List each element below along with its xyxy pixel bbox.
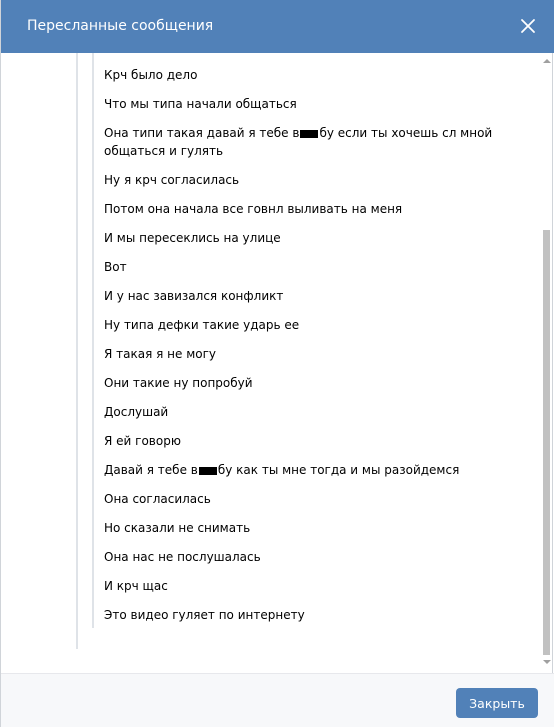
scroll-up-arrow-icon[interactable]: [543, 59, 551, 63]
message-text: [104, 577, 504, 595]
message-fragment: бу если ты хочешь сл мной общаться и гулять: [104, 126, 493, 158]
message-fragment: Давай я тебе в: [104, 463, 198, 477]
modal-body: [1, 53, 554, 673]
message-text: [104, 287, 504, 305]
message-text: [104, 171, 504, 189]
message-text: [104, 432, 504, 450]
message-fragment: Но сказали не снимать: [104, 521, 251, 535]
message-fragment: Она согласилась: [104, 492, 211, 506]
message-fragment: Вот: [104, 260, 127, 274]
message-text: [104, 95, 504, 113]
message-fragment: бу как ты мне тогда и мы разойдемся: [217, 463, 460, 477]
message-text: [104, 316, 504, 334]
message-text: [104, 606, 504, 624]
message-text: [104, 124, 504, 160]
message-fragment: И мы пересеклись на улице: [104, 231, 281, 245]
modal-header: [1, 0, 554, 53]
message-list: [104, 66, 504, 635]
message-text: [104, 548, 504, 566]
message-fragment: Ну типа дефки такие ударь ее: [104, 318, 300, 332]
close-button[interactable]: Закрыть: [456, 688, 538, 718]
message-text: [104, 461, 504, 479]
message-text: [104, 374, 504, 392]
message-text: [104, 490, 504, 508]
message-fragment: Что мы типа начали общаться: [104, 97, 297, 111]
message-fragment: Ну я крч согласилась: [104, 173, 240, 187]
scrollbar-thumb[interactable]: [543, 230, 550, 655]
message-text: [104, 403, 504, 421]
message-text: [104, 519, 504, 537]
message-fragment: И крч щас: [104, 579, 168, 593]
thread-line-inner: [92, 53, 94, 628]
message-fragment: Она типи такая давай я тебе в: [104, 126, 300, 140]
message-fragment: И у нас завизался конфликт: [104, 289, 284, 303]
message-fragment: Это видео гуляет по интернету: [104, 608, 305, 622]
message-fragment: Она нас не послушалась: [104, 550, 261, 564]
message-text: [104, 345, 504, 363]
scrollbar[interactable]: [542, 53, 551, 673]
thread-line-outer: [76, 53, 78, 649]
message-text: [104, 66, 504, 84]
close-icon[interactable]: [518, 16, 538, 36]
modal-title: Пересланные сообщения: [27, 18, 214, 34]
message-fragment: Они такие ну попробуй: [104, 376, 253, 390]
message-fragment: Потом она начала все говнл выливать на меня: [104, 202, 403, 216]
message-fragment: Я такая я не могу: [104, 347, 217, 361]
message-text: [104, 258, 504, 276]
modal-footer: [1, 673, 554, 727]
redaction-block: [300, 130, 318, 138]
message-text: [104, 229, 504, 247]
redaction-block: [199, 467, 217, 475]
message-fragment: Дослушай: [104, 405, 169, 419]
scroll-down-arrow-icon[interactable]: [543, 660, 551, 664]
message-fragment: Крч было дело: [104, 68, 198, 82]
message-text: [104, 200, 504, 218]
message-fragment: Я ей говорю: [104, 434, 181, 448]
